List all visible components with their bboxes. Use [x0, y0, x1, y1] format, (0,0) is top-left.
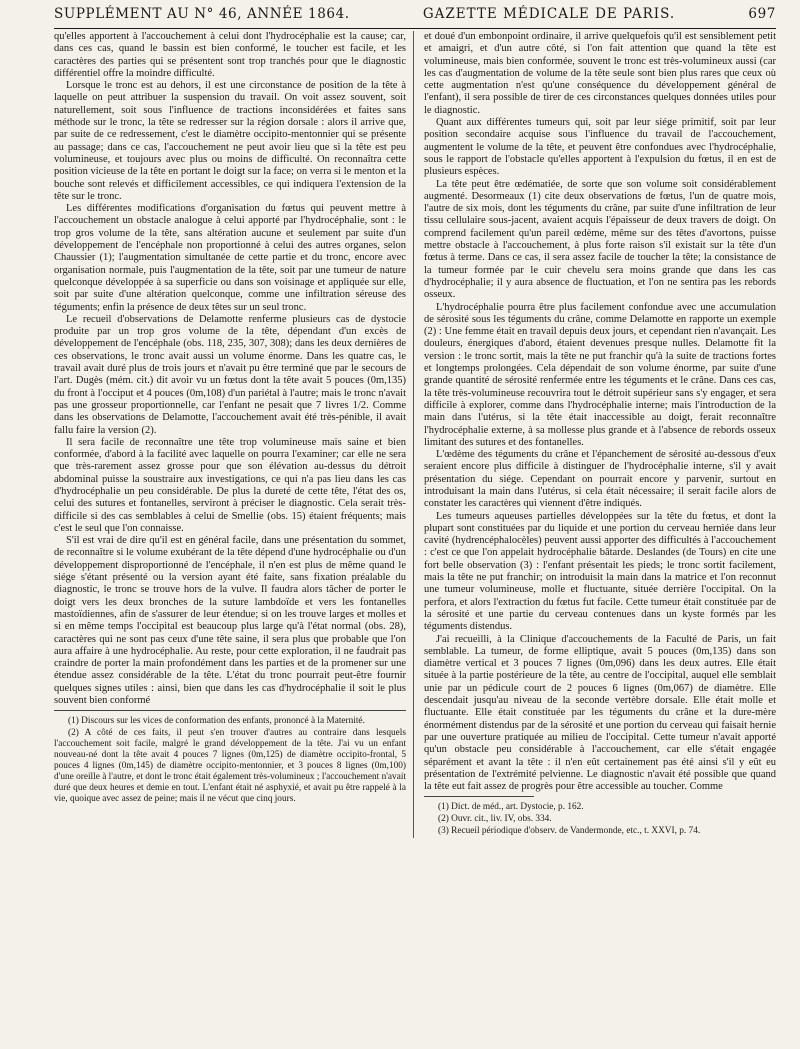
paragraph: L'hydrocéphalie pourra être plus facilement confondue avec une accumulation de sérosité sous les téguments du crâne, comme Delamotte en rapporte un exemple (2) : Une femme était en travail depuis deux jours, et cependant rien n'avançait. Les douleurs, énergiques d'abord, étaient devenues presque nulles. Delamotte fit la version : le tronc sortit, mais la tête ne put franchir qu'à la suite de tractions fortes et longtemps prolongées. Cela dépendait de son volume énorme, par suite d'une grande quantité de sérosité renfermée entre les téguments et le crâne. Dans ces cas, la tête très-volumineuse recouvrira tout le détroit supérieur sans s'y engager, et sera difficile à explorer, comme dans l'hydrocéphalie interne; mais l'introduction de la main dans l'utérus, si la tête était inaccessible au doigt, ferait reconnaître l'hydrocéphalie externe, à sa mollesse plus grande et à l'absence de rebords osseux limitant des sutures et des fontanelles. [424, 301, 776, 448]
paragraph: qu'elles apportent à l'accouchement à celui dont l'hydrocéphalie est la cause; car, dans ces cas, quand le bassin est bien conformé, le toucher est facile, et les caractères des parties qui se présentent sont trop tranchés pour que le diagnostic différentiel offre la moindre difficulté. [54, 31, 406, 79]
running-header [54, 6, 776, 29]
right-column-text [424, 31, 776, 793]
paragraph: Le recueil d'observations de Delamotte renferme plusieurs cas de dystocie produite par un trop gros volume de la tête, dépendant d'un excès de développement de l'encéphale (obs. 118, 235, 307, 308); dans les deux dernières de ces observations, le tronc avait aussi un volume énorme. Dans les quatre cas, le travail avait duré plus de trois jours et n'avait pu être terminé que par le secours de l'art. Dugès (mém. cit.) dit avoir vu un fœtus dont la tête avait 5 pouces (0m,135) du front à l'occiput et 4 pouces (0m,108) d'un pariétal à l'autre; mais le tronc n'avait pas une grosseur proportionnelle, car l'enfant ne pesait que 7 livres 1/2. Comme dans les observations de Delamotte, l'accouchement avait été très-pénible, il avait fallu faire la version (2). [54, 313, 406, 436]
right-footnotes [424, 802, 776, 837]
paragraph: Il sera facile de reconnaître une tête trop volumineuse mais saine et bien conformée, d'abord à la facilité avec laquelle on pourra l'examiner; car elle ne sera que très-rarement assez grosse pour que son élévation au-dessus du détroit abdominal puisse la soustraire aux investigations, ce qui n'a pas lieu dans les cas d'hydrocéphalie un peu considérable. De plus la dureté de cette tête, l'état des os, celui des sutures et fontanelles, serviront à préciser le diagnostic. Cela serait très-difficile si des cas semblables à celui de Smellie (obs. 15) étaient fréquents; mais c'est le seul que l'on connaisse. [54, 436, 406, 534]
footnote: (1) Dict. de méd., art. Dystocie, p. 162. [438, 802, 584, 813]
paragraph: La tête peut être œdématiée, de sorte que son volume soit considérablement augmenté. Desormeaux (1) cite deux observations de fœtus, l'un de quatre mois, l'autre de six mois, dont les téguments du crâne, par suite d'une infiltration de leur tissu cellulaire sous-jacent, avaient acquis l'épaisseur de deux travers de doigt. On comprend facilement qu'un pareil œdème, même sur des têtes d'avortons, puisse mettre obstacle à l'accouchement, à plus forte raison s'il existait sur la tête d'un fœtus à terme. Dans ce cas, il sera assez facile de toucher la tête; la consistance de la tumeur formée par le cuir chevelu sera moins grande que dans les cas d'hydrocéphalie; il y aura absence de fluctuation, et l'on ne sentira pas les rebords osseux. [424, 178, 776, 301]
footnote: (2) A côté de ces faits, il peut s'en trouver d'autres au contraire dans lesquels l'accouchement soit facile, malgré le grand développement de la tête. J'ai vu un enfant nouveau-né dont la tête avait 4 pouces 7 lignes (0m,125) de diamètre occipito-frontal, 5 pouces 4 lignes (0m,145) de diamètre occipito-mentonnier, et 3 pouces 8 lignes (0m,100) d'une oreille à l'autre, et dont le tronc était également très-volumineux ; l'accouchement n'avait duré que deux heures et demie en tout. L'enfant était né asphyxié, et avait pu être rappelé à la vie, quoique avec assez de peine; mais il ne vécut que cinq jours. [54, 728, 406, 805]
header-supplement: SUPPLÉMENT AU N° 46, ANNÉE 1864. [54, 6, 350, 22]
footnote: (3) Recueil périodique d'observ. de Vandermonde, etc., t. XXVI, p. 74. [438, 826, 701, 837]
paragraph: et doué d'un embonpoint ordinaire, il arrive quelquefois qu'il est sensiblement petit et amaigri, et d'un autre côté, si l'on fait attention que quand la tête est volumineuse, mais bien conformée, souvent le tronc est très-volumineux aussi (car les cas d'augmentation de volume de la tête seule sont bien plus rares que ceux où cette augmentation n'est qu'une conséquence du développement général de l'enfant), il sera possible de tirer de ces circonstances quelques données utiles pour le diagnostic. [424, 31, 776, 116]
paragraph: Les tumeurs aqueuses partielles développées sur la tête du fœtus, et dont la plupart sont constituées par du liquide et une portion du cerveau herniée dans leur cavité (hydrencéphalocèles) peuvent aussi apporter des difficultés à l'accouchement : c'est ce que l'on appelait hydrocéphalie bâtarde. Deslandes (de Tours) en cite une fort belle observation (3) : l'enfant présentait les pieds; le tronc sortit facilement, mais la tête ne put franchir; on introduisit la main dans la matrice et l'on reconnut une tumeur volumineuse, molle et fluctuante, située derrière l'occipital. On la perfora, et alors l'extraction du fœtus fut facile. Cette tumeur était constituée par de la sérosité et une partie du cerveau contenues dans un kyste formés par les téguments distendus. [424, 510, 776, 633]
footnote-divider [424, 796, 534, 797]
right-column [424, 31, 776, 838]
left-column-text [54, 31, 406, 707]
left-column [54, 31, 414, 838]
footnote: (2) Ouvr. cit., liv. IV, obs. 334. [438, 814, 552, 825]
paragraph: S'il est vrai de dire qu'il est en général facile, dans une présentation du sommet, de reconnaître si le volume exubérant de la tête dépend d'une hydrocéphalie ou d'un développement disproportionné de l'encéphale, il n'en est plus de même quand le siége s'étant présenté ou la version ayant été faite, sans fixation préalable du diagnostic, le tronc se trouve hors de la vulve. Il faudra alors tâcher de porter le doigt vers les deux bronches de la suture lambdoïde et vers les fontanelles mastoïdiennes, afin de s'assurer de leur étendue; si on les trouve larges et molles et si en même temps l'occipital est beaucoup plus large qu'à l'état normal (obs. 28), caractères qui ne sont pas ceux d'une tête saine, il sera plus que probable que l'on aura affaire à une hydrocéphalie. Au reste, pour cette exploration, il ne faudrait pas craindre de porter la main profondément dans les parties et de la promener sur une étendue assez considérable de la tête. L'état du tronc pourrait peut-être fournir quelques signes utiles : ainsi, bien que dans les cas d'hydrocéphalie il soit le plus souvent bien conformé [54, 535, 406, 707]
page-number: 697 [748, 6, 776, 22]
footnote: (1) Discours sur les vices de conformation des enfants, prononcé à la Maternité. [68, 716, 365, 727]
paragraph: J'ai recueilli, à la Clinique d'accouchements de la Faculté de Paris, un fait semblable. La tumeur, de forme elliptique, avait 5 pouces (0m,135) dans son diamètre vertical et 3 pouces 7 lignes (0m,096) dans les deux autres. Elle était située à la partie postérieure de la tête, au centre de l'occipital, auquel elle semblait unie par un pédicule court de 2 pouces 6 lignes (0m,067) de diamètre. Elle descendait jusqu'au niveau de la seconde vertèbre dorsale. Elle était molle et fluctuante. Elle était constituée par les téguments du crâne et la dure-mère énormément distendus par de la sérosité et une portion du cerveau qui faisait hernie par une ouverture pratiquée au milieu de l'occipital. Cette tumeur n'avait apporté qu'un obstacle peu considérable à l'accouchement, car elle s'était engagée séparément et avant la tête : il n'en eût certainement pas été ainsi s'il y eût eu présentation de l'extrémité pelvienne. Le diagnostic n'avait été possible que quand la tête eut fait assez de progrès pour être accessible au toucher. Comme [424, 633, 776, 793]
paragraph: Les différentes modifications d'organisation du fœtus qui peuvent mettre à l'accouchement un obstacle analogue à celui apporté par l'hydrocéphalie, sont : le trop gros volume de la tête, sans altération aucune et seulement par suite d'un développement de l'encéphale non proportionné à celui des autres organes, selon Chaussier (1); l'augmentation simultanée de cette partie et du tronc, encore avec organisation normale, puis l'augmentation de la tête, soit par une tumeur de nature quelconque développée à sa superficie ou dans son voisinage et appliquée sur elle, soit par suite d'une altération quelconque, comme une infiltration séreuse des téguments; enfin la présence de deux têtes sur un seul tronc. [54, 203, 406, 313]
header-journal-title: GAZETTE MÉDICALE DE PARIS. [422, 6, 676, 22]
paragraph: Quant aux différentes tumeurs qui, soit par leur siége primitif, soit par leur position secondaire acquise sous l'influence du travail de l'accouchement, augmentent le volume de la tête, et peuvent être confondues avec l'hydrocéphalie, sous le rapport de l'obstacle qu'elles apportent à l'expulsion du fœtus, il en est de plusieurs espèces. [424, 117, 776, 178]
paragraph: Lorsque le tronc est au dehors, il est une circonstance de position de la tête à laquelle on peut attribuer la suspension du travail. On voit assez souvent, soit naturellement, soit sous l'influence de tractions inconsidérées et faites sans méthode sur le tronc, la tête se redresser sur la région dorsale : alors il arrive que, par suite de ce redressement, c'est le diamètre occipito-mentonnier qui se présente au passage; dans ce cas, l'accouchement ne peut avoir lieu que si la tête est peu volumineuse, et toujours avec plus ou moins de difficulté. On reconnaîtra cette position vicieuse de la tête en portant le doigt sur la face; on verra si le menton et la bouche sont relevés et difficilement accessibles, ce qui indiquera l'extension de la tête sur le tronc. [54, 80, 406, 202]
footnote-divider [54, 710, 406, 711]
left-footnotes [54, 716, 406, 805]
two-column-body [54, 31, 776, 838]
paragraph: L'œdème des téguments du crâne et l'épanchement de sérosité au-dessous d'eux seraient encore plus difficile à distinguer de l'hydrocéphalie interne, s'il y avait présentation du siége. Cependant on pourrait encore y parvenir, surtout en introduisant la main dans l'utérus, si cela était nécessaire; il serait facile alors de constater les caractères qui viennent d'être indiqués. [424, 449, 776, 510]
